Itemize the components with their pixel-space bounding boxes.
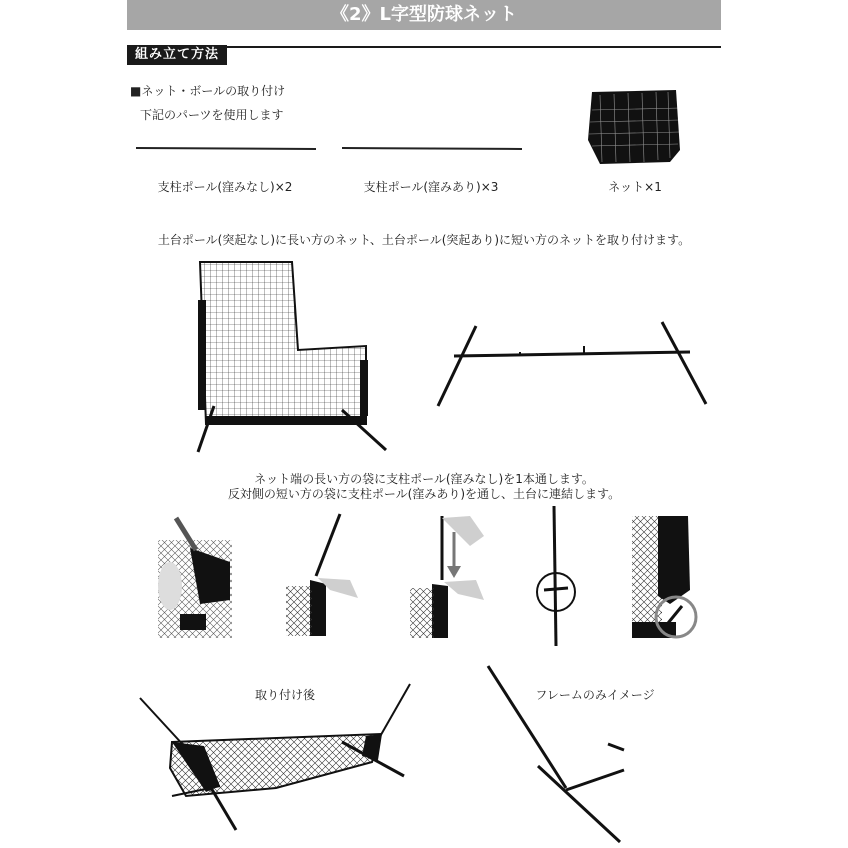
frame-only-label: フレームのみイメージ [535,688,655,702]
subsection-intro: 下記のパーツを使用します [140,108,284,122]
step2-instruction-line1: ネット端の長い方の袋に支柱ポール(窪みなし)を1本通します。 [254,472,594,486]
step2-instruction-line2: 反対側の短い方の袋に支柱ポール(窪みあり)を通し、土台に連結します。 [227,487,621,501]
page-title: 《2》L字型防球ネット [127,0,721,30]
subsection-title: ■ネット・ボールの取り付け [130,84,286,98]
section-heading: 組み立て方法 [127,45,227,65]
part-label-pole-no-dent: 支柱ポール(窪みなし)×2 [157,180,293,194]
after-attaching-label: 取り付け後 [254,688,315,702]
part-label-net: ネット×1 [608,180,662,194]
assembled-net-image [140,684,410,830]
frame-only-image [488,666,624,842]
part-label-pole-with-dent: 支柱ポール(窪みあり)×3 [363,180,499,194]
step1-instruction: 土台ポール(突起なし)に長い方のネット、土台ポール(突起あり)に短い方のネットを取り付けます。 [157,233,691,247]
